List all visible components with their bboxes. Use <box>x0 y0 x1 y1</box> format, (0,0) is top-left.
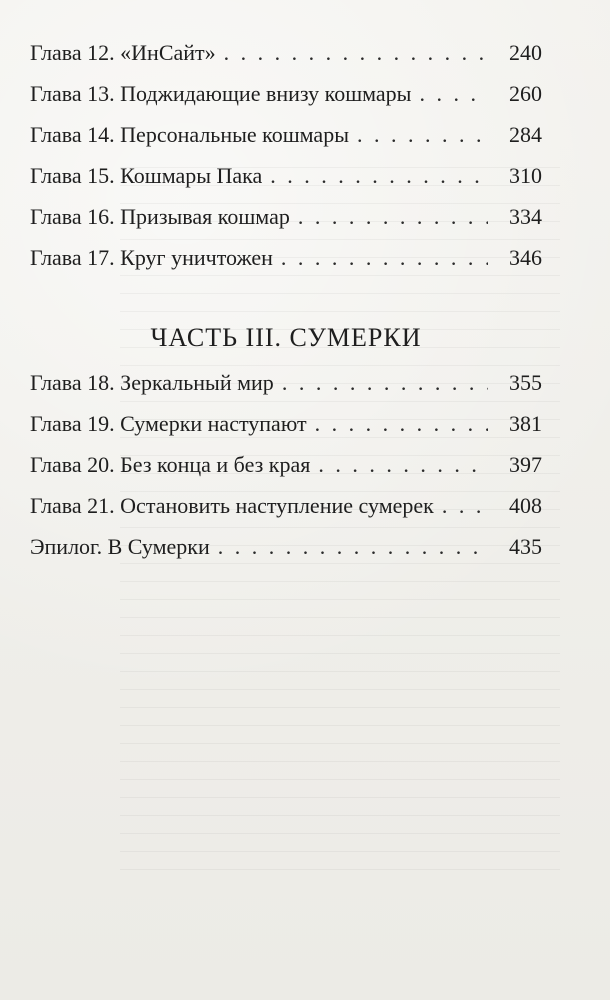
toc-entry <box>30 118 542 159</box>
toc-entry <box>30 448 542 489</box>
toc-leader-dots <box>298 204 488 229</box>
toc-entry-page: 435 <box>509 534 542 559</box>
toc-entry <box>30 366 542 407</box>
toc-entry-page: 381 <box>509 411 542 436</box>
toc-leader-dots <box>419 81 488 106</box>
toc-entry-label: Глава 16. Призывая кошмар <box>30 204 290 229</box>
toc-entry <box>30 159 542 200</box>
toc-part-3-list <box>30 366 542 571</box>
toc-entry-page: 310 <box>509 163 542 188</box>
toc-entry-label: Глава 18. Зеркальный мир <box>30 370 274 395</box>
toc-leader-dots <box>281 245 488 270</box>
toc-entry <box>30 200 542 241</box>
part-3-title: ЧАСТЬ III. СУМЕРКИ <box>150 323 422 352</box>
toc-leader-dots <box>442 493 488 518</box>
toc-entry-label: Глава 15. Кошмары Пака <box>30 163 263 188</box>
toc-entry <box>30 36 542 77</box>
toc-entry-page: 240 <box>509 40 542 65</box>
toc-entry-label: Глава 12. «ИнСайт» <box>30 40 216 65</box>
toc-entry-label: Глава 19. Сумерки наступают <box>30 411 307 436</box>
toc-leader-dots <box>318 452 488 477</box>
toc-entry-label: Эпилог. В Сумерки <box>30 534 210 559</box>
toc-leader-dots <box>218 534 488 559</box>
toc-leader-dots <box>270 163 488 188</box>
toc-entry-page: 334 <box>509 204 542 229</box>
table-of-contents <box>30 36 542 571</box>
toc-entry <box>30 407 542 448</box>
toc-part-2-list <box>30 36 542 282</box>
toc-entry <box>30 77 542 118</box>
toc-entry-label: Глава 20. Без конца и без края <box>30 452 311 477</box>
toc-entry <box>30 241 542 282</box>
toc-entry-label: Глава 21. Остановить наступление сумерек <box>30 493 434 518</box>
toc-leader-dots <box>315 411 488 436</box>
toc-leader-dots <box>357 122 488 147</box>
toc-entry <box>30 530 542 571</box>
toc-leader-dots <box>224 40 488 65</box>
toc-entry-page: 397 <box>509 452 542 477</box>
toc-entry-page: 260 <box>509 81 542 106</box>
toc-entry-page: 408 <box>509 493 542 518</box>
toc-entry-page: 284 <box>509 122 542 147</box>
toc-entry <box>30 489 542 530</box>
toc-entry-page: 355 <box>509 370 542 395</box>
toc-entry-label: Глава 17. Круг уничтожен <box>30 245 273 270</box>
toc-entry-label: Глава 13. Поджидающие внизу кошмары <box>30 81 412 106</box>
toc-entry-page: 346 <box>509 245 542 270</box>
toc-entry-label: Глава 14. Персональные кошмары <box>30 122 349 147</box>
toc-leader-dots <box>282 370 488 395</box>
